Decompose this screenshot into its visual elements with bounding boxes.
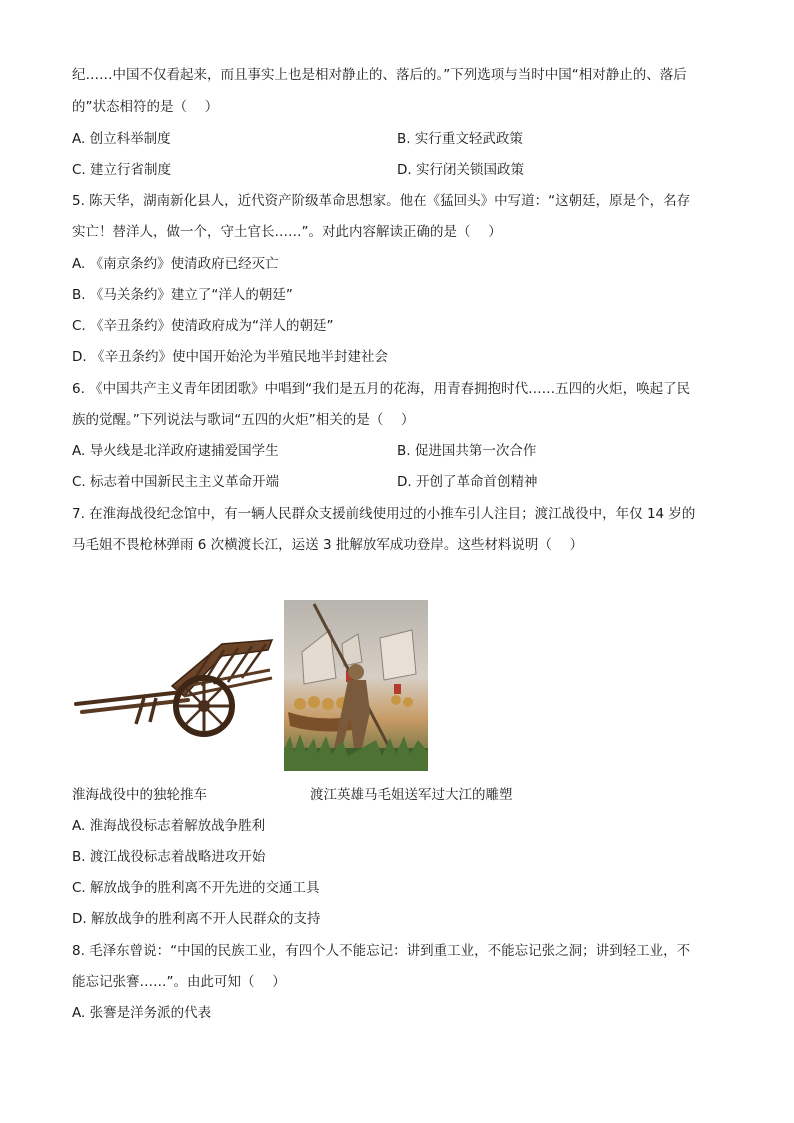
q6-option-b: B. 促进国共第一次合作	[397, 443, 537, 459]
q8-stem-line1: 8. 毛泽东曾说：“中国的民族工业，有四个人不能忘记：讲到重工业，不能忘记张之洞；讲到轻工业，不	[72, 943, 691, 959]
q6-option-c: C. 标志着中国新民主主义革命开端	[72, 474, 280, 490]
q6-option-d: D. 开创了革命首创精神	[397, 474, 538, 490]
wheelbarrow-image	[72, 626, 280, 738]
q5-option-b: B. 《马关条约》建立了“洋人的朝廷”	[72, 287, 293, 303]
q4-option-d: D. 实行闭关锁国政策	[397, 162, 524, 178]
q5-option-c: C. 《辛丑条约》使清政府成为“洋人的朝廷”	[72, 318, 334, 334]
q7-stem-line1: 7. 在淮海战役纪念馆中，有一辆人民群众支援前线使用过的小推车引人注目；渡江战役中，年仅 14 岁的	[72, 506, 696, 522]
q4-stem-line2: 的”状态相符的是（ ）	[72, 99, 219, 115]
q7-option-d: D. 解放战争的胜利离不开人民群众的支持	[72, 911, 321, 927]
q8-stem-line2: 能忘记张謇……”。由此可知（ ）	[72, 974, 286, 990]
q5-stem-line2: 实亡！替洋人，做一个，守土官长……”。对此内容解读正确的是（ ）	[72, 224, 502, 240]
q4-option-a: A. 创立科举制度	[72, 131, 171, 147]
q7-option-b: B. 渡江战役标志着战略进攻开始	[72, 849, 266, 865]
q4-option-b: B. 实行重文轻武政策	[397, 131, 523, 147]
sculpture-image	[284, 600, 428, 771]
q5-option-d: D. 《辛丑条约》使中国开始沦为半殖民地半封建社会	[72, 349, 388, 365]
caption-wheelbarrow: 淮海战役中的独轮推车	[72, 787, 207, 803]
q6-stem-line2: 族的觉醒。”下列说法与歌词“五四的火炬”相关的是（ ）	[72, 412, 415, 428]
q4-option-c: C. 建立行省制度	[72, 162, 172, 178]
q4-stem-line1: 纪……中国不仅看起来，而且事实上也是相对静止的、落后的。”下列选项与当时中国“相对静止的、落后	[72, 67, 687, 83]
caption-sculpture: 渡江英雄马毛姐送军过大江的雕塑	[310, 787, 513, 803]
q6-option-a: A. 导火线是北洋政府逮捕爱国学生	[72, 443, 279, 459]
q7-option-c: C. 解放战争的胜利离不开先进的交通工具	[72, 880, 320, 896]
q6-stem-line1: 6. 《中国共产主义青年团团歌》中唱到“我们是五月的花海，用青春拥抱时代……五四的火炬，唤起了民	[72, 381, 691, 397]
q5-stem-line1: 5. 陈天华，湖南新化县人，近代资产阶级革命思想家。他在《猛回头》中写道：“这朝廷，原是个，名存	[72, 193, 691, 209]
q8-option-a: A. 张謇是洋务派的代表	[72, 1005, 212, 1021]
q7-option-a: A. 淮海战役标志着解放战争胜利	[72, 818, 266, 834]
q5-option-a: A. 《南京条约》使清政府已经灭亡	[72, 256, 279, 272]
q7-stem-line2: 马毛姐不畏枪林弹雨 6 次横渡长江，运送 3 批解放军成功登岸。这些材料说明（ ）	[72, 537, 584, 553]
